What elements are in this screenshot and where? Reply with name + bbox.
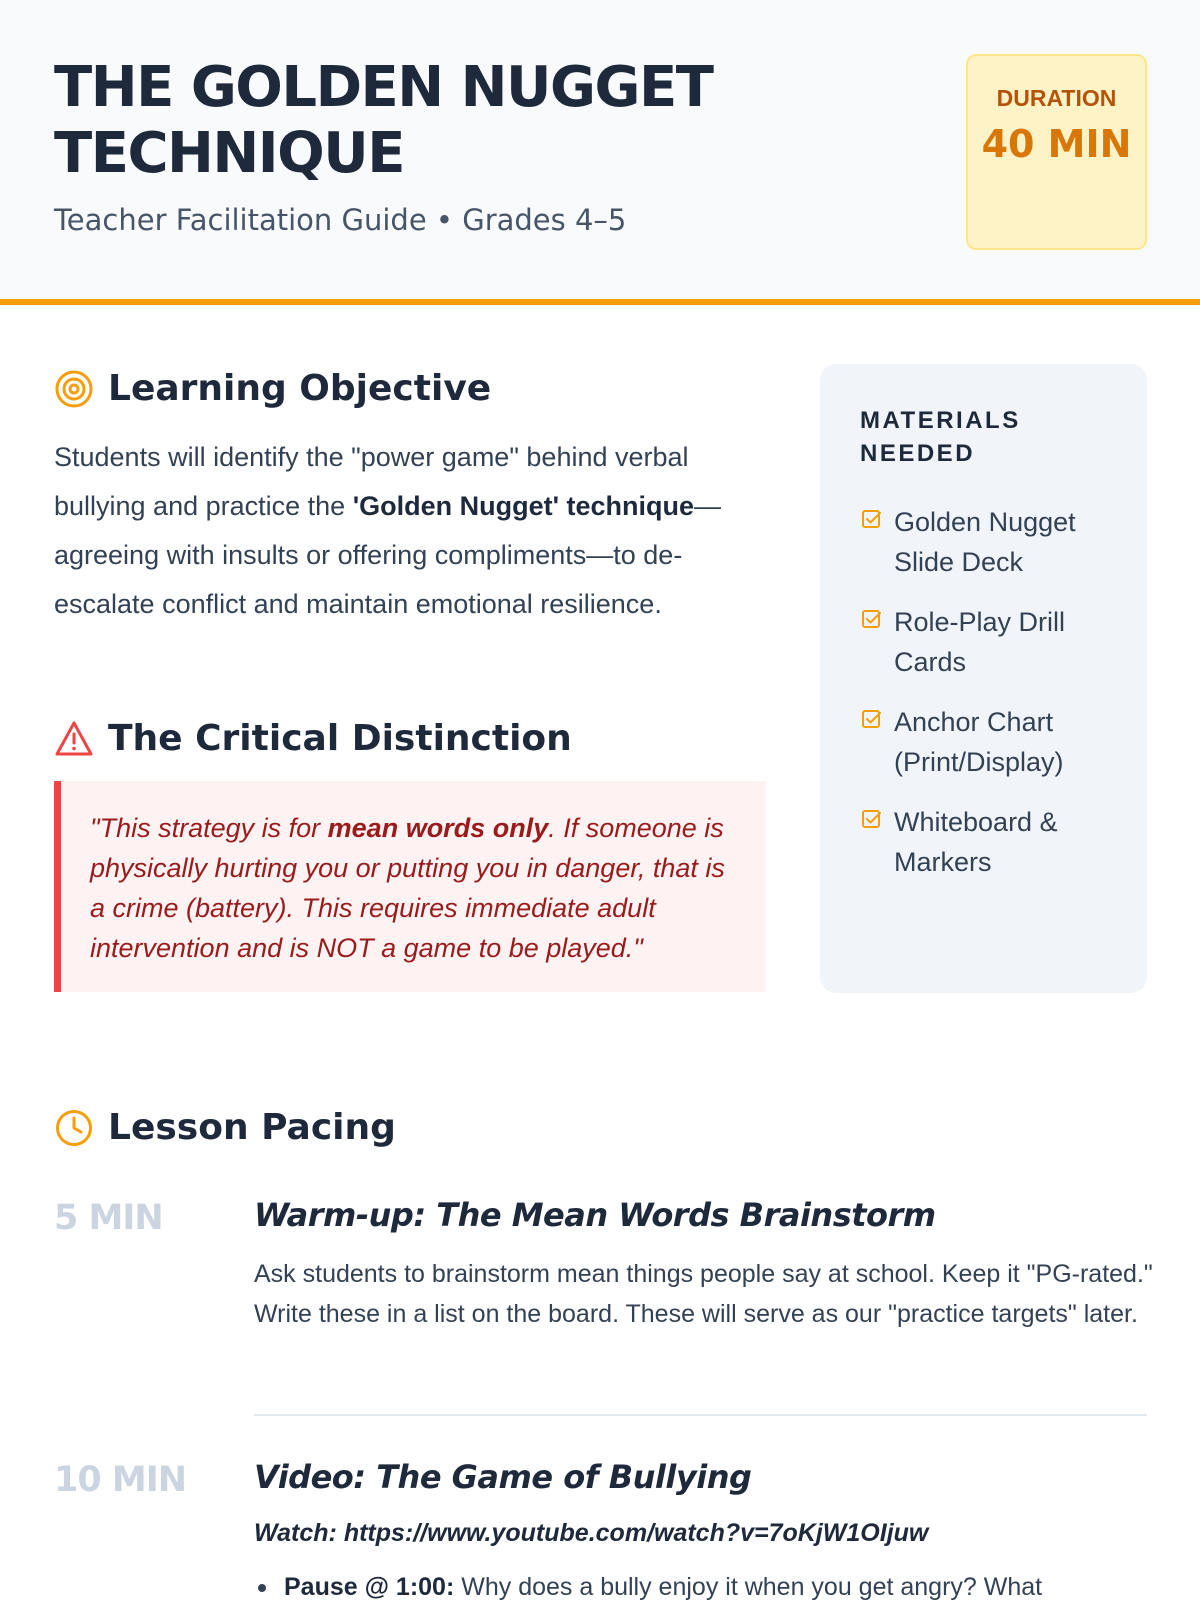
duration-value: 40 MIN: [981, 122, 1132, 166]
checkbox-icon: [860, 508, 884, 532]
target-icon: [54, 369, 94, 409]
objective-emphasis: 'Golden Nugget' technique: [352, 491, 695, 521]
checkbox-icon: [860, 808, 884, 832]
clock-icon: [54, 1108, 94, 1148]
step-time: 10 MIN: [54, 1460, 187, 1500]
warning-icon: [54, 719, 94, 759]
distinction-heading: [54, 718, 572, 759]
list-item: Role-Play Drill Cards: [860, 602, 1107, 682]
page-title: THE GOLDEN NUGGET TECHNIQUE: [54, 55, 713, 186]
checkbox-icon: [860, 708, 884, 732]
step-title: Warm-up: The Mean Words Brainstorm: [254, 1196, 936, 1234]
materials-title: MATERIALS NEEDED: [860, 407, 1021, 467]
list-item: Pause @ 1:00: Why does a bully enjoy it when you get angry? What: [258, 1573, 1158, 1602]
step-title: Video: The Game of Bullying: [254, 1458, 752, 1496]
pacing-heading: [54, 1107, 396, 1148]
objective-heading: [54, 368, 491, 409]
warning-emphasis: mean words only: [327, 813, 549, 843]
list-item: Golden Nugget Slide Deck: [860, 502, 1107, 582]
page-header: [0, 0, 1200, 305]
step-time: 5 MIN: [54, 1198, 163, 1238]
checkbox-icon: [860, 608, 884, 632]
distinction-heading-label: The Critical Distinction: [108, 718, 572, 759]
warning-callout: "This strategy is for mean words only. If someone is physically hurting you or putting you in danger, that is a crime (battery). This requires immediate adult intervention and is NOT a game to be played.": [54, 781, 766, 992]
page-subtitle: Teacher Facilitation Guide • Grades 4–5: [54, 203, 627, 237]
objective-text: Students will identify the "power game" behind verbal bullying and practice the 'Golden Nugget' technique—agreeing with insults or offering compliments—to de-escalate conflict and maintain emotional resilience.: [54, 442, 722, 619]
step-description: Ask students to brainstorm mean things people say at school. Keep it "PG-rated." Write these in a list on the board. These will serve as our "practice targets" later.: [254, 1260, 1153, 1328]
duration-badge: [966, 54, 1147, 250]
pacing-heading-label: Lesson Pacing: [108, 1107, 396, 1148]
video-link[interactable]: Watch: https://www.youtube.com/watch?v=7oKjW1OIjuw: [254, 1519, 929, 1547]
objective-heading-label: Learning Objective: [108, 368, 492, 409]
step-divider: [254, 1414, 1147, 1416]
list-item: Whiteboard & Markers: [860, 802, 1107, 882]
duration-label: DURATION: [996, 85, 1117, 111]
bullet-icon: [258, 1584, 266, 1592]
materials-list: [860, 502, 1107, 882]
materials-panel: [820, 364, 1147, 993]
list-item: Anchor Chart (Print/Display): [860, 702, 1107, 782]
